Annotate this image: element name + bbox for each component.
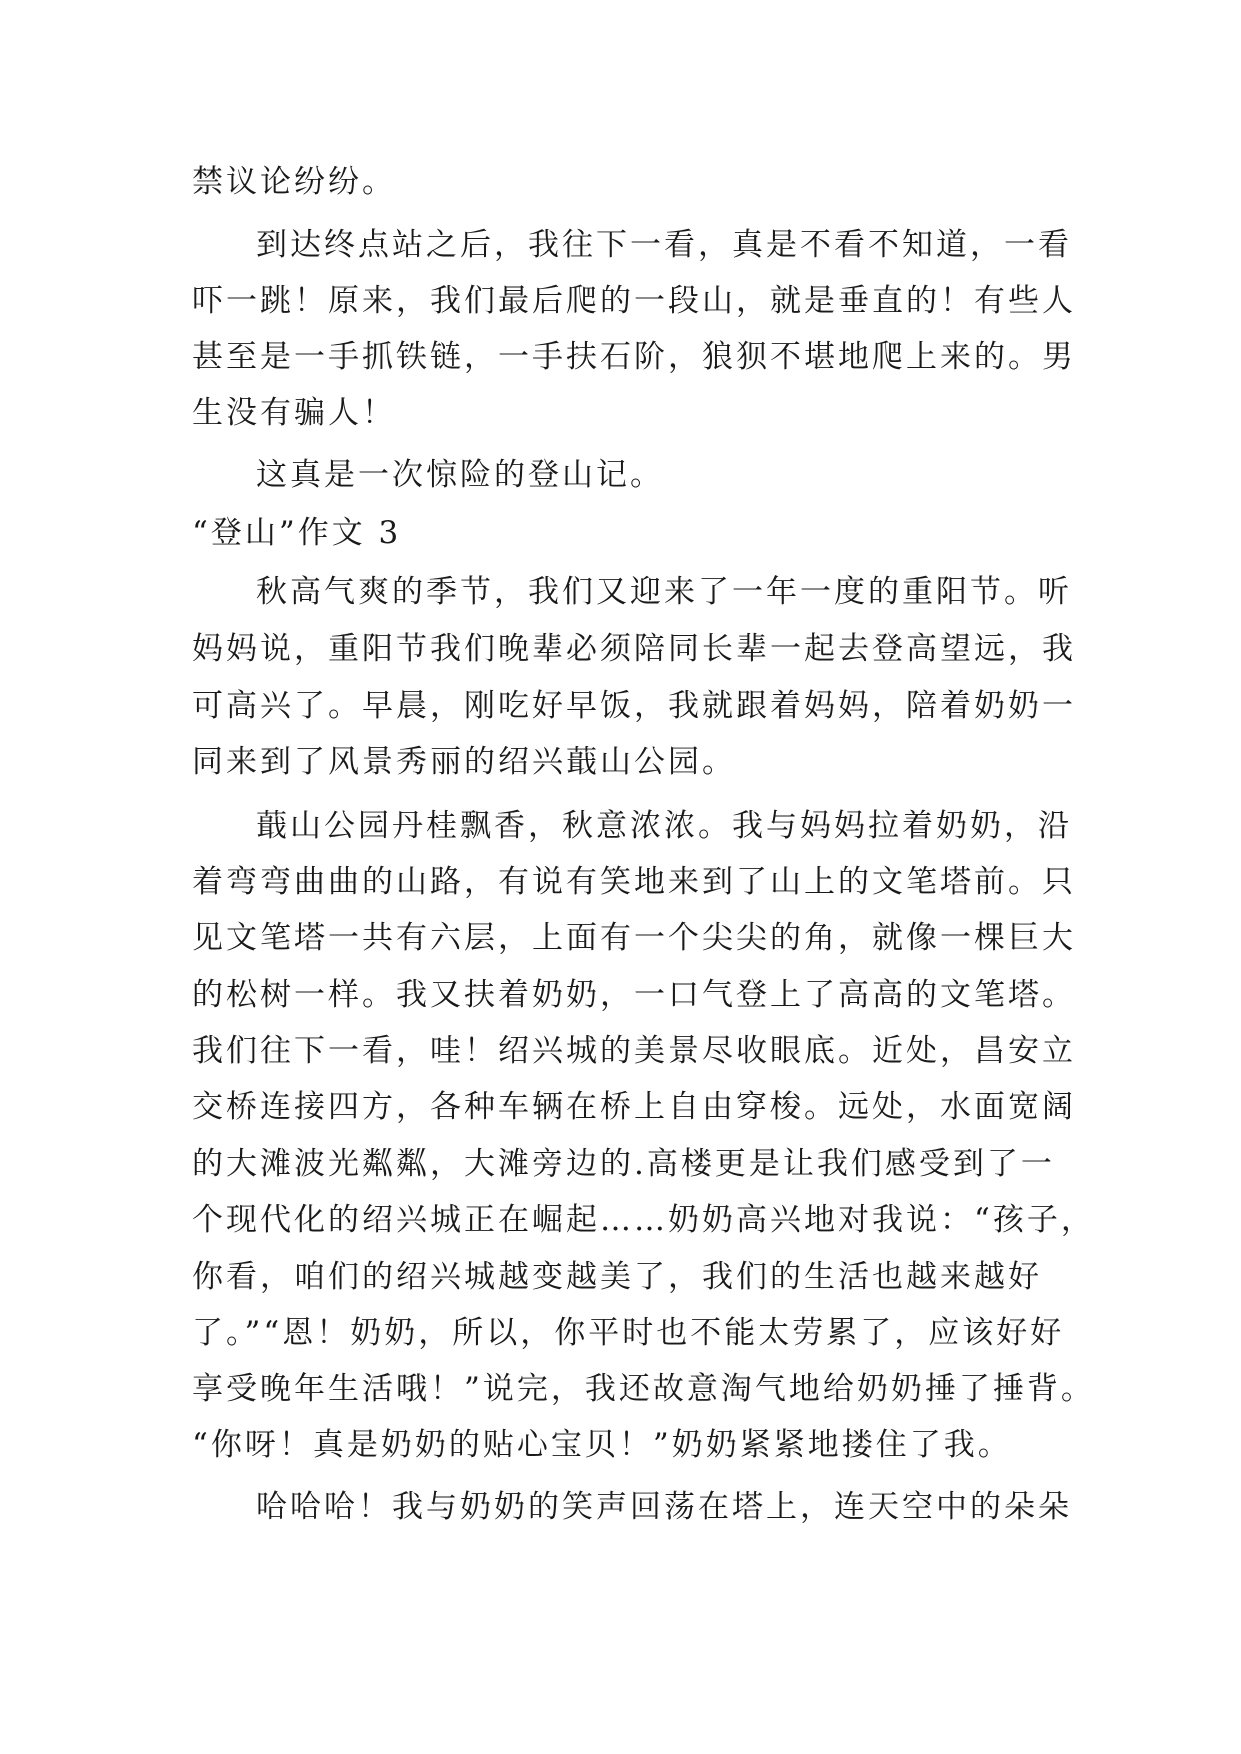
text-line: 你看，咱们的绍兴城越变越美了，我们的生活也越来越好 (192, 1259, 1042, 1295)
text-line: 交桥连接四方，各种车辆在桥上自由穿梭。远处，水面宽阔 (192, 1089, 1076, 1125)
text-line: 的松树一样。我又扶着奶奶，一口气登上了高高的文笔塔。 (192, 977, 1076, 1013)
text-line: 生没有骗人！ (192, 395, 396, 431)
text-line: 我们往下一看，哇！绍兴城的美景尽收眼底。近处，昌安立 (192, 1033, 1076, 1069)
text-line: 同来到了风景秀丽的绍兴蕺山公园。 (192, 744, 736, 780)
text-line: 的大滩波光粼粼，大滩旁边的.高楼更是让我们感受到了一 (192, 1146, 1055, 1182)
paragraph-first-line: 这真是一次惊险的登山记。 (256, 457, 664, 493)
text-line: 见文笔塔一共有六层，上面有一个尖尖的角，就像一棵巨大 (192, 920, 1076, 956)
text-line: 禁议论纷纷。 (192, 164, 396, 200)
section-heading: “登山”作文 3 (192, 515, 402, 551)
text-line: 妈妈说，重阳节我们晚辈必须陪同长辈一起去登高望远，我 (192, 631, 1076, 667)
text-line: “你呀！真是奶奶的贴心宝贝！”奶奶紧紧地搂住了我。 (192, 1427, 1012, 1463)
text-line: 了。”“恩！奶奶，所以，你平时也不能太劳累了，应该好好 (192, 1315, 1065, 1351)
paragraph-first-line: 秋高气爽的季节，我们又迎来了一年一度的重阳节。听 (256, 574, 1072, 610)
text-line: 甚至是一手抓铁链，一手扶石阶，狼狈不堪地爬上来的。男 (192, 339, 1076, 375)
paragraph-first-line: 到达终点站之后，我往下一看，真是不看不知道，一看 (256, 227, 1072, 263)
text-line: 着弯弯曲曲的山路，有说有笑地来到了山上的文笔塔前。只 (192, 864, 1076, 900)
text-line: 可高兴了。早晨，刚吃好早饭，我就跟着妈妈，陪着奶奶一 (192, 688, 1076, 724)
text-line: 个现代化的绍兴城正在崛起……奶奶高兴地对我说：“孩子， (192, 1202, 1095, 1238)
text-line: 吓一跳！原来，我们最后爬的一段山，就是垂直的！有些人 (192, 283, 1076, 319)
paragraph-first-line: 哈哈哈！我与奶奶的笑声回荡在塔上，连天空中的朵朵 (256, 1489, 1072, 1525)
paragraph-first-line: 蕺山公园丹桂飘香，秋意浓浓。我与妈妈拉着奶奶，沿 (256, 808, 1072, 844)
text-line: 享受晚年生活哦！”说完，我还故意淘气地给奶奶捶了捶背。 (192, 1371, 1095, 1407)
